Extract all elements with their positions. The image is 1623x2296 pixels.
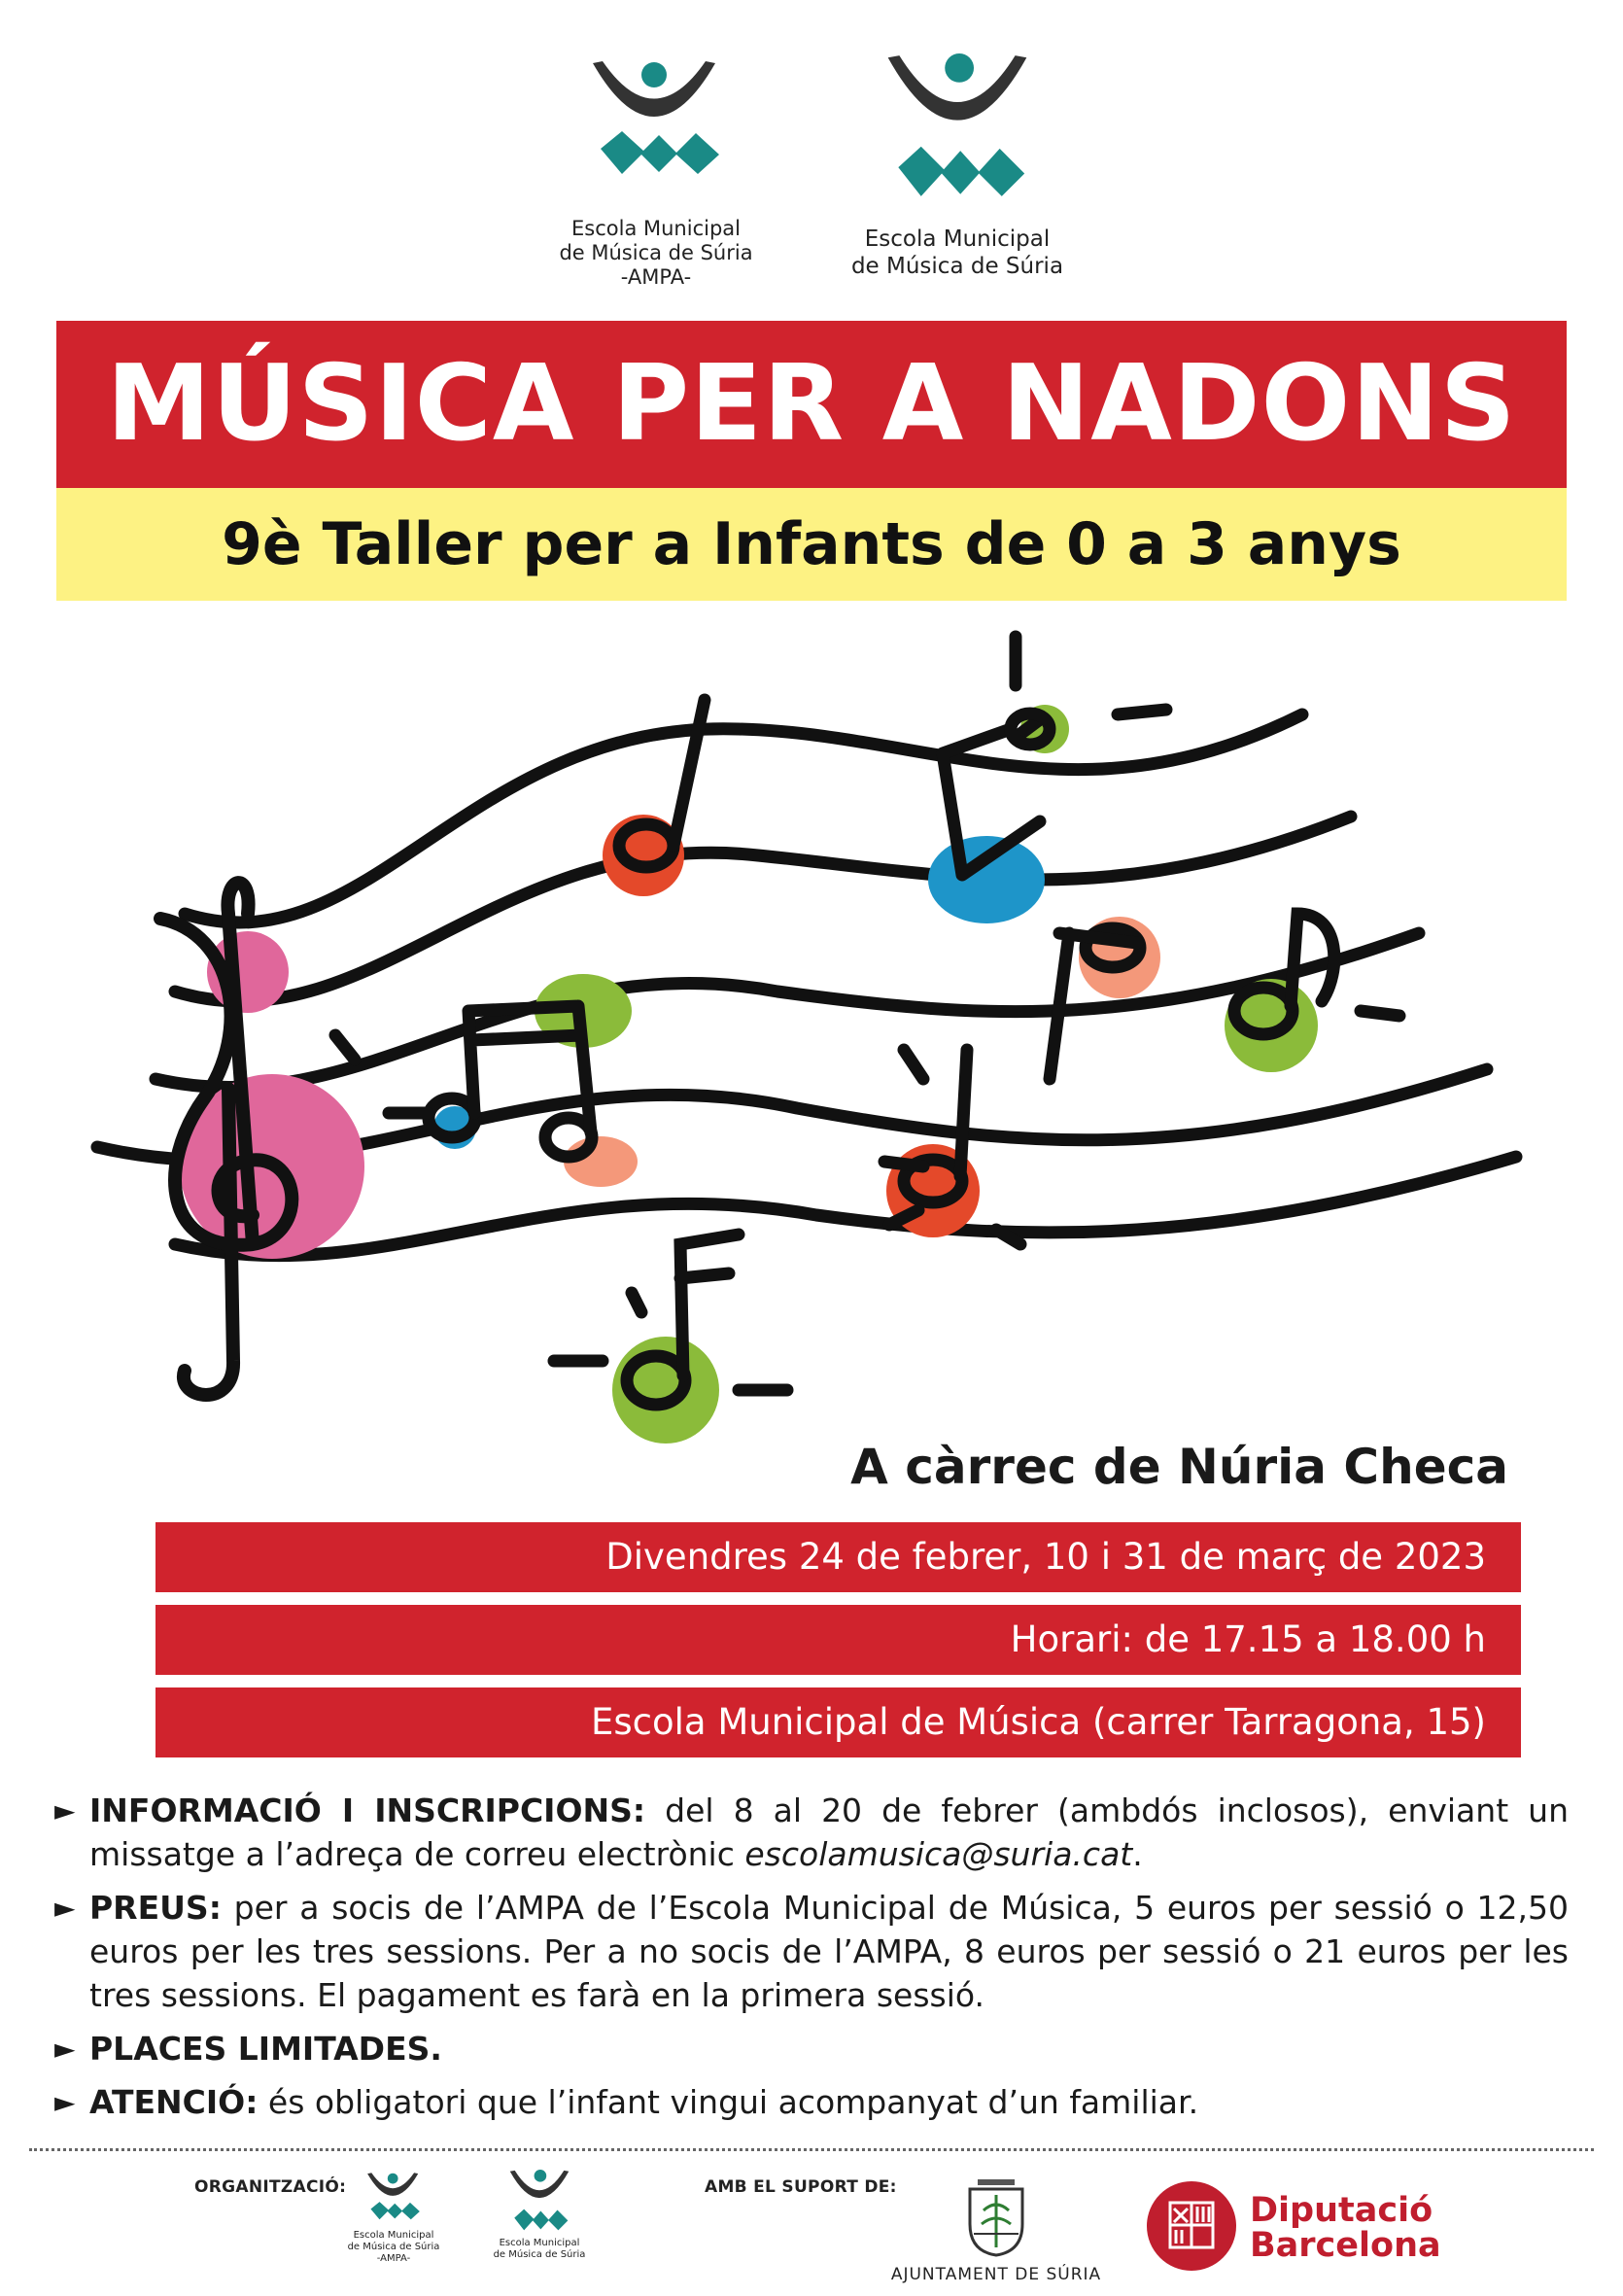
school-logo-line1: Escola Municipal <box>864 226 1051 252</box>
ajuntament-logo <box>880 2175 1113 2282</box>
detail-item-attention <box>54 2080 1569 2124</box>
bullet-arrow-icon: ► <box>54 2033 76 2065</box>
mini-ampa-line1: Escola Municipal <box>353 2230 434 2241</box>
staff-line-5 <box>175 1157 1516 1256</box>
mini-school-line2: de Música de Súria <box>493 2249 586 2260</box>
contact-email[interactable]: escolamusica@suria.cat <box>744 1835 1133 1873</box>
school-emblem-icon <box>505 2170 573 2238</box>
logo-school <box>841 53 1074 280</box>
detail-item-limited <box>54 2027 1569 2070</box>
details-list <box>54 1789 1569 2134</box>
info-end: . <box>1132 1835 1143 1873</box>
staff-line-2 <box>175 817 1351 1001</box>
bullet-arrow-icon: ► <box>54 2086 76 2118</box>
ampa-logo-line2: de Música de Súria <box>559 241 753 264</box>
page-title: MÚSICA PER A NADONS <box>106 343 1517 465</box>
footer-logo-ampa <box>345 2170 442 2265</box>
teacher-credit: A càrrec de Núria Checa <box>850 1439 1508 1495</box>
place-bar: Escola Municipal de Música (carrer Tarragona, 15) <box>155 1687 1521 1757</box>
page-subtitle: 9è Taller per a Infants de 0 a 3 anys <box>222 510 1401 578</box>
prices-text: per a socis de l’AMPA de l’Escola Municipal de Música, 5 euros per sessió o 12,50 euros per les tres sessions. Per a no socis de l’AMPA, 8 euros per sessió o 21 euros per les tres sessions. El pagament es farà en la primera sessió. <box>89 1889 1569 2014</box>
diputacio-name <box>1250 2193 1441 2263</box>
attention-label: ATENCIÓ: <box>89 2083 259 2121</box>
school-logo-line2: de Música de Súria <box>850 254 1064 279</box>
town-shield-icon <box>966 2175 1026 2257</box>
dates-bar: Divendres 24 de febrer, 10 i 31 de març de 2023 <box>155 1522 1521 1592</box>
diputacio-line1: Diputació <box>1250 2191 1433 2230</box>
mini-ampa-line2: de Música de Súria <box>347 2242 440 2252</box>
bullet-arrow-icon: ► <box>54 1892 76 1924</box>
mini-ampa-line3: -AMPA- <box>376 2253 411 2264</box>
bullet-arrow-icon: ► <box>54 1794 76 1826</box>
diputacio-emblem-icon <box>1145 2179 1238 2273</box>
ampa-emblem-icon <box>583 53 729 199</box>
diputacio-line2: Barcelona <box>1250 2226 1441 2265</box>
ampa-emblem-icon <box>363 2170 424 2230</box>
limited-label: PLACES LIMITADES. <box>89 2030 442 2068</box>
info-text: del 8 al 20 de febrer (ambdós inclosos), enviant un missatge a l’adreça de correu electrònic <box>89 1792 1570 1873</box>
logo-ampa <box>549 53 763 290</box>
ampa-logo-line3: -AMPA- <box>620 265 692 289</box>
staff-line-1 <box>185 714 1302 922</box>
time-bar: Horari: de 17.15 a 18.00 h <box>155 1605 1521 1675</box>
prices-label: PREUS: <box>89 1889 222 1927</box>
ampa-logo-line1: Escola Municipal <box>571 217 741 240</box>
music-staff-illustration <box>58 622 1555 1478</box>
footer-divider <box>29 2148 1594 2151</box>
organized-label: ORGANITZACIÓ: <box>194 2177 347 2197</box>
info-label: INFORMACIÓ I INSCRIPCIONS: <box>89 1792 646 1829</box>
ajuntament-name: AJUNTAMENT DE SÚRIA <box>890 2265 1102 2284</box>
support-label: AMB EL SUPORT DE: <box>705 2177 897 2197</box>
detail-item-info <box>54 1789 1569 1876</box>
school-emblem-icon <box>880 53 1035 214</box>
detail-item-prices <box>54 1886 1569 2017</box>
diputacio-logo <box>1145 2177 1456 2275</box>
mini-school-line1: Escola Municipal <box>499 2238 580 2248</box>
footer-logo-school <box>486 2170 593 2261</box>
attention-text: és obligatori que l’infant vingui acompanyat d’un familiar. <box>258 2083 1199 2121</box>
